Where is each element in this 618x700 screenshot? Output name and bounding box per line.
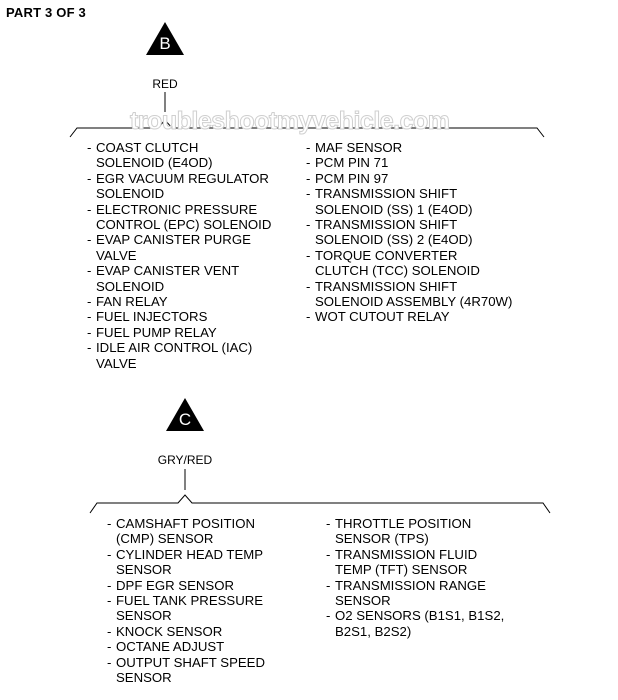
- list-item-label: FUEL PUMP RELAY: [96, 324, 217, 340]
- list-item: [87, 340, 302, 371]
- list-item-dash: -: [306, 247, 311, 263]
- list-item-dash: -: [87, 324, 92, 340]
- list-item-dash: -: [87, 309, 92, 325]
- list-item-label: KNOCK SENSOR: [116, 623, 223, 639]
- list-item-label: PCM PIN 71: [315, 155, 389, 171]
- list-item-label: WOT CUTOUT RELAY: [315, 309, 450, 325]
- list-item-label: FAN RELAY: [96, 294, 168, 310]
- list-item-label: EGR VACUUM REGULATOR SOLENOID: [96, 170, 269, 202]
- list-item-label: CYLINDER HEAD TEMP SENSOR: [116, 546, 264, 578]
- list-item: [306, 140, 546, 155]
- list-item-dash: -: [87, 140, 92, 155]
- list-item-dash: -: [107, 516, 112, 531]
- list-item: [107, 578, 322, 593]
- page-label: PART 3 OF 3: [6, 5, 86, 20]
- connector-c-wire-color: GRY/RED: [157, 453, 213, 467]
- connector-b-left-list: [87, 140, 302, 371]
- list-item: [306, 155, 546, 170]
- list-item-dash: -: [87, 263, 92, 279]
- list-item-label: TRANSMISSION FLUID TEMP (TFT) SENSOR: [335, 546, 478, 578]
- list-item-dash: -: [107, 654, 112, 670]
- list-item-dash: -: [306, 186, 311, 202]
- list-item-label: ELECTRONIC PRESSURE CONTROL (EPC) SOLENOID: [96, 201, 272, 233]
- list-item-dash: -: [87, 232, 92, 248]
- list-item: [306, 248, 546, 279]
- list-item: [107, 655, 322, 686]
- list-item: [87, 325, 302, 340]
- list-item-dash: -: [107, 593, 112, 609]
- list-item-dash: -: [306, 170, 311, 186]
- list-item: [87, 309, 302, 324]
- list-item-dash: -: [107, 623, 112, 639]
- list-item-label: TRANSMISSION RANGE SENSOR: [335, 577, 486, 609]
- connector-c-letter: C: [178, 410, 192, 429]
- list-item-label: OCTANE ADJUST: [116, 639, 225, 655]
- list-item: [326, 578, 566, 609]
- list-item: [87, 294, 302, 309]
- list-item-label: TRANSMISSION SHIFT SOLENOID ASSEMBLY (4R70W): [315, 278, 513, 310]
- list-item-label: COAST CLUTCH SOLENOID (E4OD): [96, 140, 213, 171]
- connector-b-right-list: [306, 140, 546, 325]
- list-item-dash: -: [87, 170, 92, 186]
- list-item: [306, 186, 546, 217]
- list-item: [87, 202, 302, 233]
- list-item-label: O2 SENSORS (B1S1, B1S2, B2S1, B2S2): [335, 608, 505, 639]
- list-item: [326, 516, 566, 547]
- list-item-dash: -: [326, 546, 331, 562]
- list-item: [306, 309, 546, 324]
- list-item: [326, 547, 566, 578]
- connector-c-left-list: [107, 516, 322, 685]
- list-item-dash: -: [306, 140, 311, 155]
- list-item-dash: -: [326, 577, 331, 593]
- list-item-label: DPF EGR SENSOR: [116, 577, 234, 593]
- list-item-label: THROTTLE POSITION SENSOR (TPS): [335, 516, 472, 547]
- list-item: [107, 547, 322, 578]
- list-item: [87, 263, 302, 294]
- list-item-dash: -: [306, 217, 311, 233]
- list-item-label: TRANSMISSION SHIFT SOLENOID (SS) 2 (E4OD): [315, 217, 473, 248]
- list-item-label: PCM PIN 97: [315, 170, 389, 186]
- list-item-dash: -: [306, 155, 311, 171]
- list-item: [107, 639, 322, 654]
- list-item: [107, 624, 322, 639]
- list-item-dash: -: [326, 608, 331, 624]
- connector-b-wire-color: RED: [152, 77, 178, 91]
- list-item: [107, 593, 322, 624]
- list-item-label: FUEL TANK PRESSURE SENSOR: [116, 593, 264, 624]
- list-item-dash: -: [107, 577, 112, 593]
- list-item-label: TORQUE CONVERTER CLUTCH (TCC) SOLENOID: [315, 247, 480, 279]
- list-item: [87, 140, 302, 171]
- list-item: [87, 171, 302, 202]
- list-item-dash: -: [326, 516, 331, 531]
- connector-b-letter: B: [159, 34, 171, 53]
- watermark: troubleshootmyvehicle.com: [130, 107, 450, 135]
- list-item-dash: -: [107, 639, 112, 655]
- list-item-label: EVAP CANISTER PURGE VALVE: [96, 232, 251, 263]
- list-item-dash: -: [306, 309, 311, 325]
- list-item: [306, 217, 546, 248]
- list-item-label: EVAP CANISTER VENT SOLENOID: [96, 263, 240, 294]
- list-item-dash: -: [87, 340, 92, 356]
- connector-c-bracket: [90, 495, 550, 513]
- list-item: [306, 279, 546, 310]
- list-item-label: CAMSHAFT POSITION (CMP) SENSOR: [116, 516, 255, 547]
- list-item-dash: -: [87, 201, 92, 217]
- list-item-dash: -: [107, 546, 112, 562]
- list-item-label: TRANSMISSION SHIFT SOLENOID (SS) 1 (E4OD): [315, 186, 473, 217]
- list-item-dash: -: [87, 294, 92, 310]
- list-item: [107, 516, 322, 547]
- list-item-label: FUEL INJECTORS: [96, 309, 208, 325]
- list-item-dash: -: [306, 278, 311, 294]
- list-item-label: IDLE AIR CONTROL (IAC) VALVE: [96, 340, 253, 371]
- list-item: [87, 232, 302, 263]
- list-item: [326, 608, 566, 639]
- list-item-label: OUTPUT SHAFT SPEED SENSOR: [116, 654, 265, 686]
- list-item-label: MAF SENSOR: [315, 140, 403, 155]
- list-item: [306, 171, 546, 186]
- connector-c-right-list: [326, 516, 566, 639]
